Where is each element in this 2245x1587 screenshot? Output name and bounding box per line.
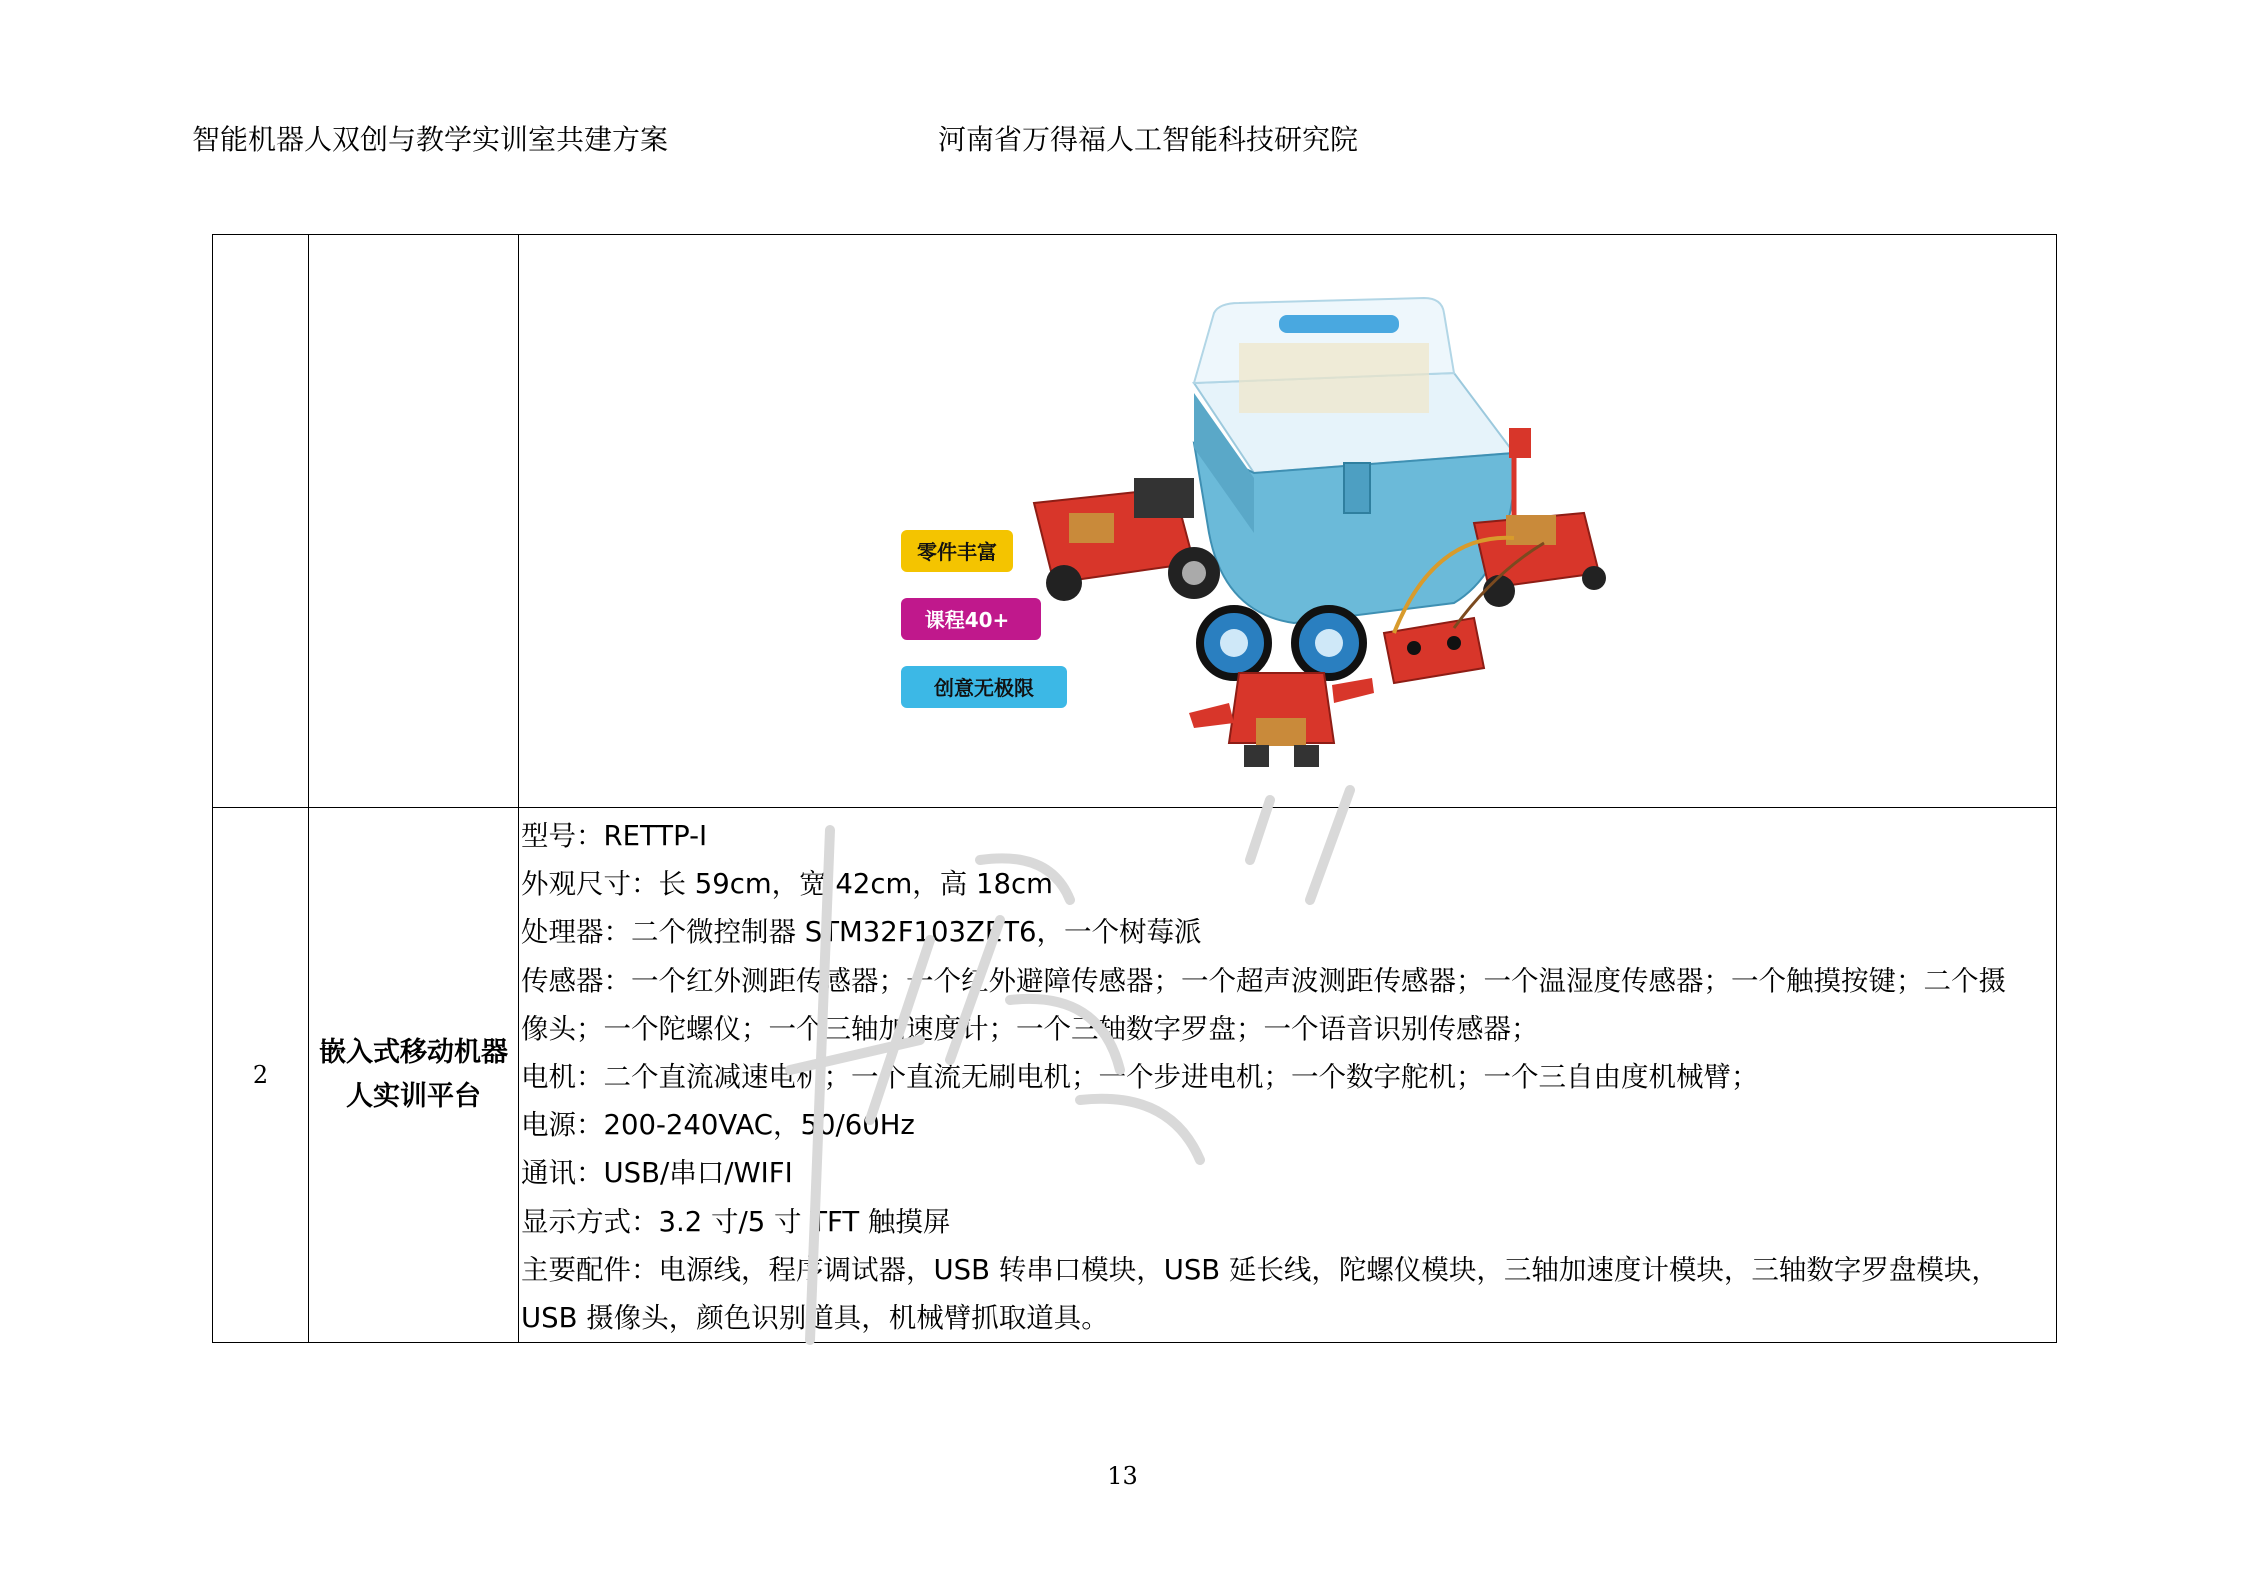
table-row-product-2 xyxy=(213,808,2057,1343)
label-courses xyxy=(901,598,1041,640)
spec-processor: 处理器：二个微控制器 STM32F103ZET6，一个树莓派 xyxy=(521,916,1202,949)
row-number: 2 xyxy=(213,808,309,1343)
box-handle xyxy=(1279,315,1399,333)
label-rich-parts-text: 零件丰富 xyxy=(917,540,997,564)
label-courses-text: 课程40+ xyxy=(924,608,1010,632)
spec-sensors: 传感器：一个红外测距传感器；一个红外避障传感器；一个超声波测距传感器；一个温湿度传感器；一个触摸按键；二个摄 xyxy=(521,964,2006,997)
spec-accessories: 主要配件：电源线，程序调试器，USB 转串口模块，USB 延长线，陀螺仪模块，三轴加速度计模块，三轴数字罗盘模块， xyxy=(521,1253,1999,1286)
spec-sensors-cont: 像头；一个陀螺仪；一个三轴加速度计；一个三轴数字罗盘；一个语音识别传感器； xyxy=(521,1012,1539,1045)
spec-communication: 通讯：USB/串口/WIFI xyxy=(521,1157,793,1190)
spec-table xyxy=(212,234,2057,1343)
spec-dimensions: 外观尺寸：长 59cm，宽 42cm，高 18cm xyxy=(521,868,1053,901)
table-row-image xyxy=(213,235,2057,808)
robot-car-left xyxy=(1034,478,1220,601)
header-left-title: 智能机器人双创与教学实训室共建方案 xyxy=(192,123,669,156)
page-number: 13 xyxy=(1107,1462,1138,1490)
product-image-cell xyxy=(519,235,2057,808)
cell-empty-number xyxy=(213,235,309,808)
header-right-title: 河南省万得福人工智能科技研究院 xyxy=(938,123,1359,156)
label-rich-parts xyxy=(901,530,1013,572)
spec-power: 电源：200-240VAC，50/60Hz xyxy=(521,1109,915,1142)
spec-display: 显示方式：3.2 寸/5 寸 TFT 触摸屏 xyxy=(521,1205,951,1238)
product-name-line1: 嵌入式移动机器 xyxy=(319,1037,508,1069)
product-name-line2: 人实训平台 xyxy=(346,1081,481,1113)
robot-figure-center xyxy=(1189,609,1374,767)
spec-accessories-cont: USB 摄像头，颜色识别道具，机械臂抓取道具。 xyxy=(521,1302,1109,1335)
spec-motors: 电机：二个直流减速电机；一个直流无刷电机；一个步进电机；一个数字舵机；一个三自由度机械臂； xyxy=(521,1061,1759,1094)
cell-empty-name xyxy=(309,235,519,808)
spec-cell xyxy=(519,808,2057,1343)
label-creativity xyxy=(901,666,1067,708)
product-kit-image xyxy=(894,273,1674,773)
product-name-cell xyxy=(309,808,519,1343)
storage-box xyxy=(1194,298,1514,623)
label-creativity-text: 创意无极限 xyxy=(934,676,1034,700)
spec-model: 型号：RETTP-I xyxy=(521,820,708,852)
